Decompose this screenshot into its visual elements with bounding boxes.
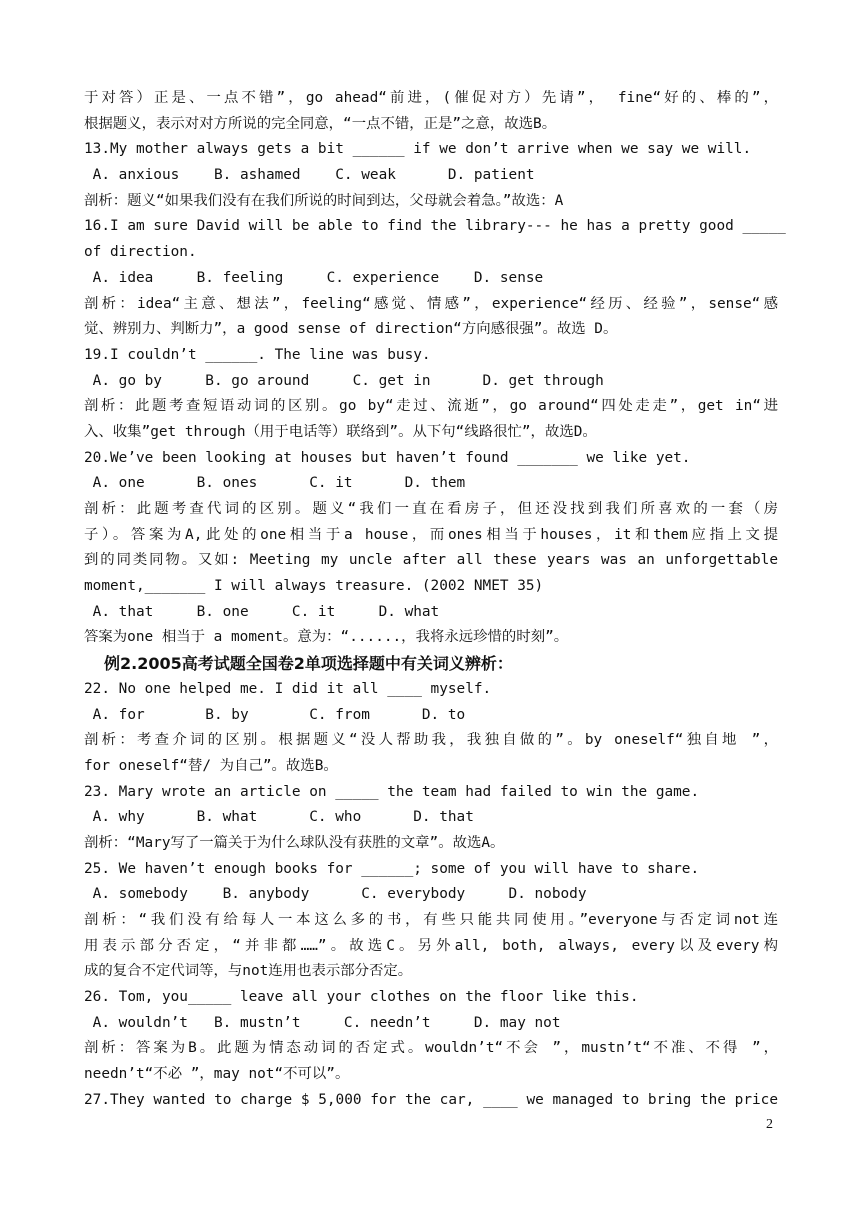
- text-line: 剖析：idea“主意、想法”，feeling“感觉、情感”，experience“经历、经验”，sense“感: [84, 295, 778, 312]
- text-line: 剖析：此题考查代词的区别。题义“我们一直在看房子，但还没找到我们所喜欢的一套（房: [84, 501, 778, 517]
- text-line: 27.They wanted to charge $ 5,000 for the car, ____ we managed to bring the price: [84, 1091, 778, 1108]
- text-line: 于对答）正是、一点不错”，go ahead“前进，(催促对方）先请”， fine“好的、棒的”，: [84, 90, 778, 106]
- page-number: 2: [766, 1117, 773, 1132]
- text-line: A. anxious B. ashamed C. weak D. patient: [84, 167, 535, 184]
- text-line: 根据题义，表示对对方所说的完全同意，“一点不错，正是”之意，故选B。: [84, 115, 557, 132]
- text-line: of direction.: [84, 244, 197, 261]
- text-line: 20.We’ve been looking at houses but haven’t found _______ we like yet.: [84, 449, 691, 466]
- text-line: 剖析：此题考查短语动词的区别。go by“走过、流逝”，go around“四处走走”，get in“进: [84, 398, 778, 415]
- text-line: 剖析：“Mary写了一篇关于为什么球队没有获胜的文章”。故选A。: [84, 834, 505, 851]
- text-line: A. go by B. go around C. get in D. get through: [84, 372, 604, 389]
- text-line: 子）。答案为A,此处的one相当于a house，而ones相当于houses，it和them应指上文提: [84, 526, 778, 543]
- text-line: 16.I am sure David will be able to find the library--- he has a pretty good _____: [84, 218, 786, 235]
- section-heading: 例2.2005高考试题全国卷2单项选择题中有关词义辨析：: [104, 654, 513, 674]
- text-line: A. somebody B. anybody C. everybody D. nobody: [84, 886, 587, 903]
- text-line: 觉、辨别力、判断力”，a good sense of direction“方向感很强”。故选 D。: [84, 321, 618, 338]
- text-line: 剖析：题义“如果我们没有在我们所说的时间到达，父母就会着急。”故选：A: [84, 192, 564, 209]
- text-line: 成的复合不定代词等，与not连用也表示部分否定。: [84, 963, 413, 980]
- text-line: 用表示部分否定，“并非都……”。故选C。另外all, both, always, every以及every构: [84, 937, 778, 954]
- text-line: 23. Mary wrote an article on _____ the team had failed to win the game.: [84, 783, 700, 800]
- text-line: 剖析：“我们没有给每人一本这么多的书，有些只能共同使用。”everyone与否定词not连: [84, 912, 778, 928]
- text-line: A. why B. what C. who D. that: [84, 809, 474, 826]
- text-line: 剖析：考查介词的区别。根据题义“没人帮助我，我独自做的”。by oneself“独自地 ”，: [84, 732, 778, 749]
- text-line: 入、收集”get through（用于电话等）联络到”。从下句“线路很忙”，故选D。: [84, 423, 597, 440]
- text-line: needn’t“不必 ”，may not“不可以”。: [84, 1066, 350, 1083]
- text-line: A. one B. ones C. it D. them: [84, 475, 466, 492]
- text-line: 19.I couldn’t ______. The line was busy.: [84, 346, 431, 363]
- text-line: 答案为one 相当于 a moment。意为：“......，我将永远珍惜的时刻”。: [84, 629, 569, 646]
- text-line: 剖析：答案为B。此题为情态动词的否定式。wouldn’t“不会 ”，mustn’t“不准、不得 ”，: [84, 1040, 778, 1057]
- text-line: A. idea B. feeling C. experience D. sense: [84, 269, 544, 286]
- text-line: A. for B. by C. from D. to: [84, 706, 466, 723]
- page-body: [84, 86, 786, 1114]
- text-line: 22. No one helped me. I did it all ____ myself.: [84, 680, 492, 697]
- text-line: 26. Tom, you_____ leave all your clothes on the floor like this.: [84, 989, 639, 1006]
- text-line: 13.My mother always gets a bit ______ if we don’t arrive when we say we will.: [84, 141, 752, 158]
- text-line: A. wouldn’t B. mustn’t C. needn’t D. may not: [84, 1014, 561, 1031]
- text-line: 到的同类同物。又如: Meeting my uncle after all these years was an unforgettable: [84, 552, 778, 569]
- text-line: 25. We haven’t enough books for ______; some of you will have to share.: [84, 860, 700, 877]
- text-line: for oneself“替/ 为自己”。故选B。: [84, 757, 338, 774]
- text-line: A. that B. one C. it D. what: [84, 603, 440, 620]
- text-line: moment,_______ I will always treasure. (2002 NMET 35): [84, 578, 544, 595]
